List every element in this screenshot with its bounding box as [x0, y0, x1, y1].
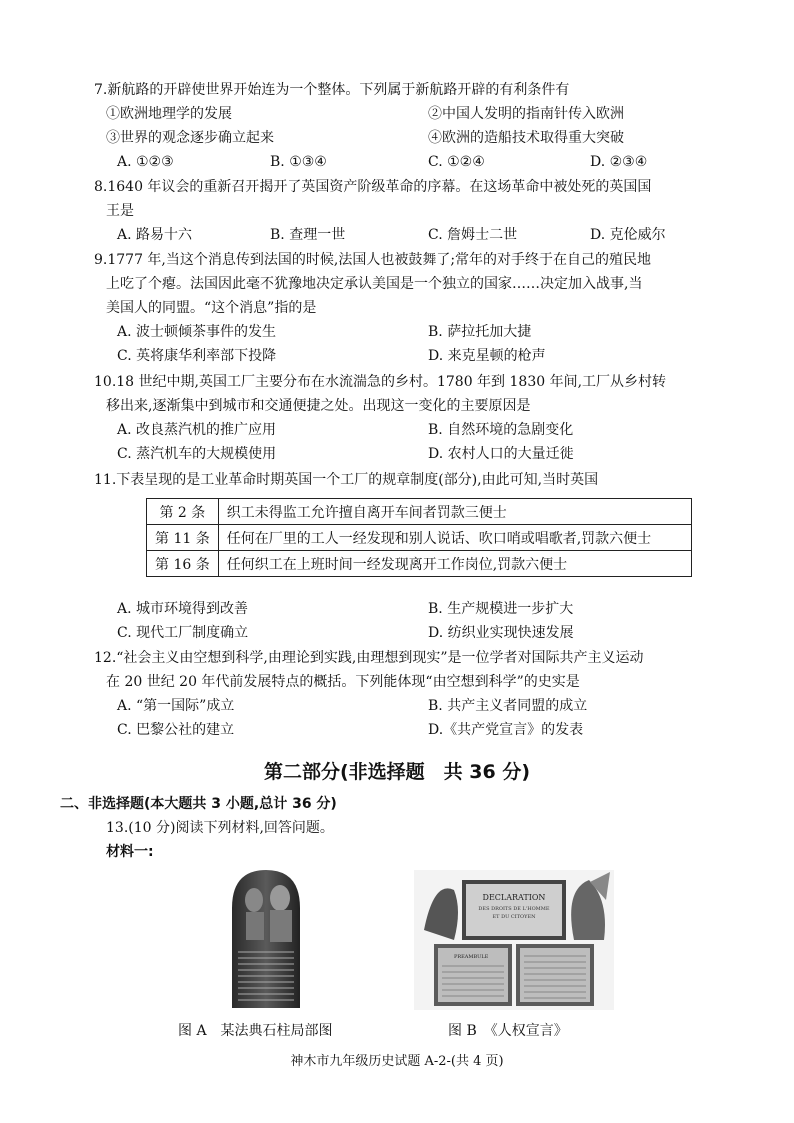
q7-option-a: A. ①②③	[117, 154, 174, 170]
q9-option-d: D. 来克星顿的枪声	[428, 348, 546, 364]
q7-option-c: C. ①②④	[428, 154, 485, 170]
q11-stem: 11.下表呈现的是工业革命时期英国一个工厂的规章制度(部分),由此可知,当时英国	[94, 472, 599, 488]
figure-b-caption: 图 B 《人权宣言》	[448, 1023, 568, 1039]
q10-option-c: C. 蒸汽机车的大规模使用	[117, 446, 277, 462]
q9-stem-2: 上吃了个瘪。法国因此毫不犹豫地决定承认美国是一个独立的国家……决定加入战事,当	[106, 276, 643, 292]
page-footer: 神木市九年级历史试题 A-2-(共 4 页)	[290, 1054, 504, 1069]
part2-title: 第二部分(非选择题 共 36 分)	[263, 761, 531, 783]
table-row	[147, 525, 692, 551]
q7-item-4: ④欧洲的造船技术取得重大突破	[428, 130, 624, 146]
q11-option-b: B. 生产规模进一步扩大	[428, 601, 574, 617]
q12-option-b: B. 共产主义者同盟的成立	[428, 698, 588, 714]
q11-option-c: C. 现代工厂制度确立	[117, 625, 249, 641]
q7-item-3: ③世界的观念逐步确立起来	[106, 130, 274, 146]
rule-number: 第 16 条	[147, 551, 219, 577]
q12-option-d: D.《共产党宣言》的发表	[428, 722, 584, 738]
table-row	[147, 499, 692, 525]
q7-stem: 7.新航路的开辟使世界开始连为一个整体。下列属于新航路开辟的有利条件有	[94, 82, 570, 98]
q8-option-c: C. 詹姆士二世	[428, 227, 518, 243]
q11-option-a: A. 城市环境得到改善	[117, 601, 249, 617]
declaration-figure	[414, 870, 614, 1010]
rule-text: 任何织工在上班时间一经发现离开工作岗位,罚款六便士	[218, 551, 691, 577]
declaration-subtitle-2: ET DU CITOYEN	[492, 914, 536, 920]
q9-option-a: A. 波士顿倾茶事件的发生	[117, 324, 277, 340]
q12-option-a: A. “第一国际”成立	[117, 698, 235, 714]
q7-option-b: B. ①③④	[270, 154, 327, 170]
q8-stem-2: 王是	[106, 203, 134, 219]
q7-option-d: D. ②③④	[590, 154, 648, 170]
q7-item-1: ①欧洲地理学的发展	[106, 106, 232, 122]
q12-stem-2: 在 20 世纪 20 年代前发展特点的概括。下列能体现“由空想到科学”的史实是	[106, 674, 580, 690]
table-row	[147, 551, 692, 577]
rule-text: 织工未得监工允许擅自离开车间者罚款三便士	[218, 499, 691, 525]
part2-heading: 二、非选择题(本大题共 3 小题,总计 36 分)	[60, 796, 337, 812]
q8-option-d: D. 克伦威尔	[590, 227, 666, 243]
material-label: 材料一:	[106, 844, 154, 860]
declaration-subtitle-1: DES DROITS DE L'HOMME	[478, 906, 550, 912]
preamble-label: PREAMBULE	[454, 954, 489, 960]
figure-a-caption: 图 A 某法典石柱局部图	[178, 1023, 333, 1039]
q10-option-a: A. 改良蒸汽机的推广应用	[117, 422, 277, 438]
factory-rules-table	[146, 498, 692, 577]
rule-text: 任何在厂里的工人一经发现和别人说话、吹口哨或唱歌者,罚款六便士	[218, 525, 691, 551]
declaration-title: DECLARATION	[482, 893, 546, 902]
q8-option-b: B. 查理一世	[270, 227, 346, 243]
q10-stem-1: 10.18 世纪中期,英国工厂主要分布在水流湍急的乡村。1780 年到 1830 年间,工厂从乡村转	[94, 374, 667, 390]
q10-stem-2: 移出来,逐渐集中到城市和交通便捷之处。出现这一变化的主要原因是	[106, 398, 531, 414]
q8-option-a: A. 路易十六	[117, 227, 193, 243]
q10-option-d: D. 农村人口的大量迁徙	[428, 446, 574, 462]
q9-stem-3: 美国人的同盟。“这个消息”指的是	[106, 300, 317, 316]
q7-item-2: ②中国人发明的指南针传入欧洲	[428, 106, 624, 122]
rule-number: 第 2 条	[147, 499, 219, 525]
q9-stem-1: 9.1777 年,当这个消息传到法国的时候,法国人也被鼓舞了;常年的对手终于在自己的殖民地	[94, 252, 652, 268]
q13-stem: 13.(10 分)阅读下列材料,回答问题。	[106, 820, 334, 836]
rule-number: 第 11 条	[147, 525, 219, 551]
q11-option-d: D. 纺织业实现快速发展	[428, 625, 574, 641]
q9-option-c: C. 英将康华利率部下投降	[117, 348, 277, 364]
q9-option-b: B. 萨拉托加大捷	[428, 324, 532, 340]
stele-figure	[224, 868, 308, 1008]
q12-option-c: C. 巴黎公社的建立	[117, 722, 235, 738]
q8-stem-1: 8.1640 年议会的重新召开揭开了英国资产阶级革命的序幕。在这场革命中被处死的英国国	[94, 179, 652, 195]
q10-option-b: B. 自然环境的急剧变化	[428, 422, 574, 438]
q12-stem-1: 12.“社会主义由空想到科学,由理论到实践,由理想到现实”是一位学者对国际共产主义运动	[94, 650, 644, 666]
